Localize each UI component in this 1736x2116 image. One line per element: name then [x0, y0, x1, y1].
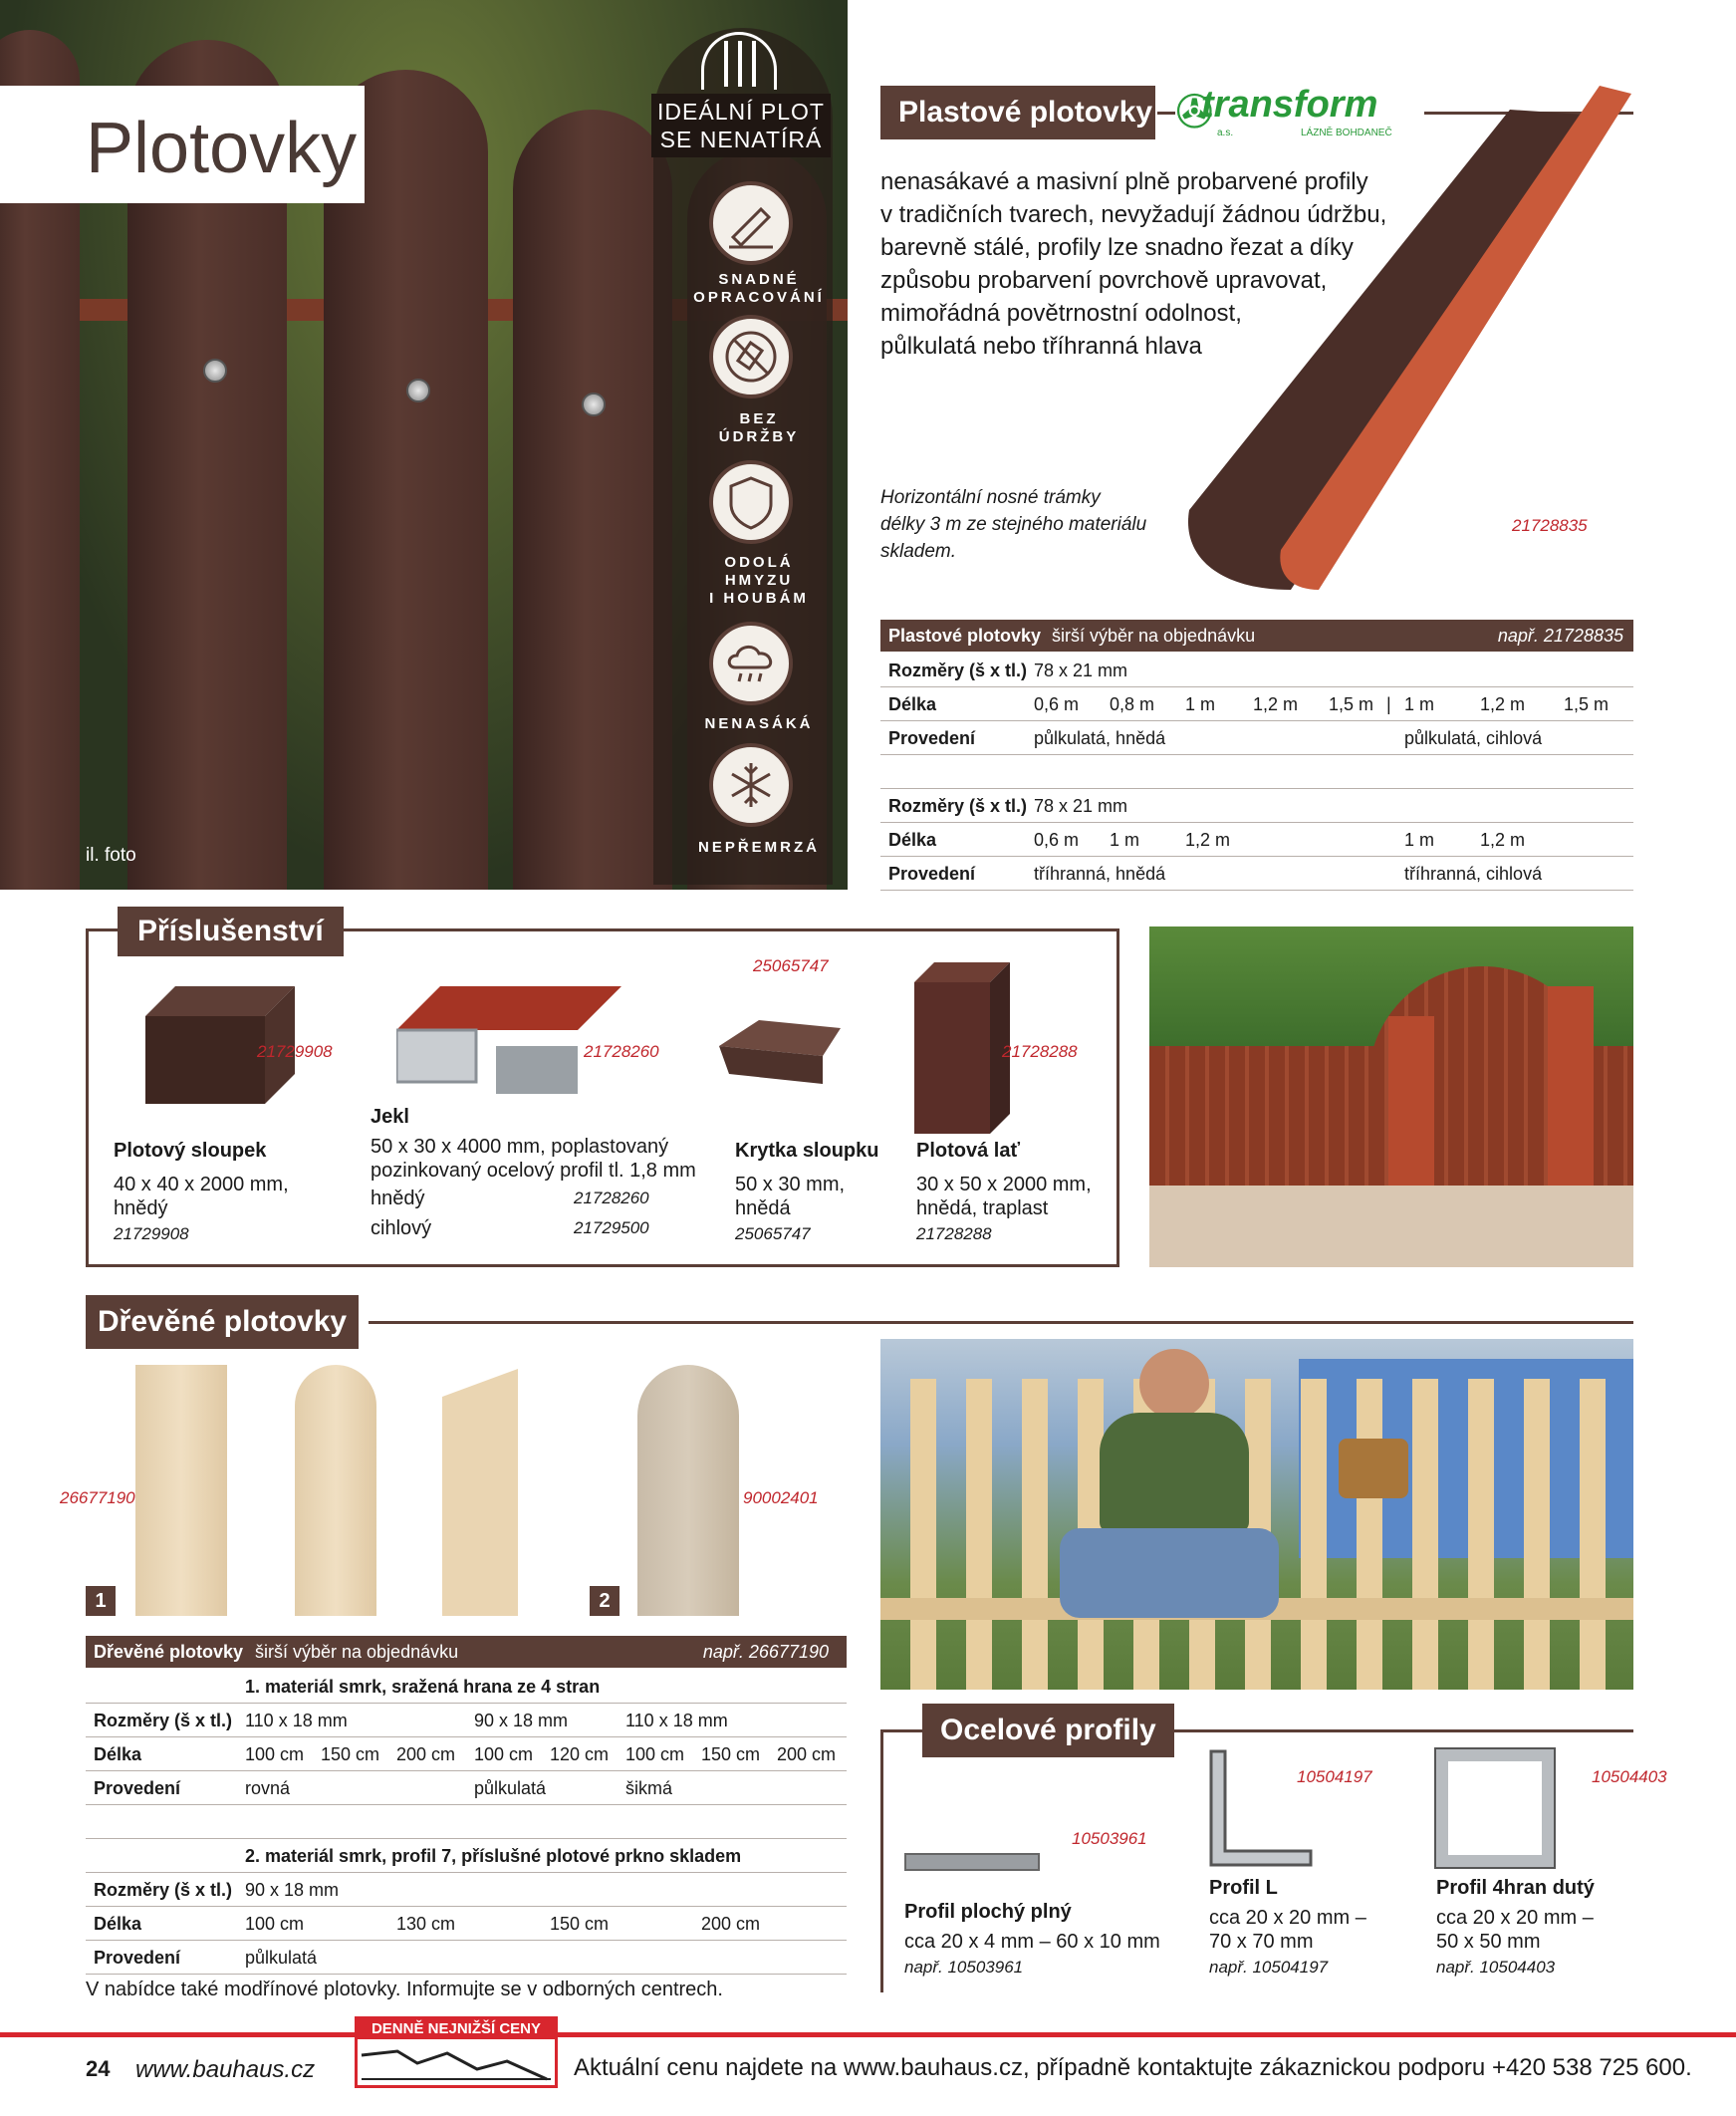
plastic-table-header: Plastové plotovky širší výběr na objednávku např. 21728835 — [880, 620, 1633, 652]
wood-row-heading-1: 1. materiál smrk, sražená hrana ze 4 stran — [86, 1670, 847, 1704]
plastic-note: Horizontální nosné trámky délky 3 m ze stejného materiálu skladem. — [880, 487, 1147, 562]
wood-section-title: Dřevěné plotovky — [86, 1295, 359, 1349]
garden-fence-photo — [1149, 926, 1633, 1267]
wood-table-header: Dřevěné plotovky širší výběr na objednávku např. 26677190 — [86, 1636, 847, 1668]
l-image-code: 10504197 — [1297, 1767, 1372, 1786]
no-brush-icon — [709, 315, 793, 398]
worker-fence-photo — [880, 1339, 1633, 1690]
feature-label: NEPŘEMRZÁ — [697, 839, 820, 856]
wood-badge-2: 2 — [590, 1586, 620, 1616]
l-profile-info: Profil L cca 20 x 20 mm – 70 x 70 mm např. 10504197 — [1209, 1877, 1366, 1977]
feature-label: NENASÁKÁ — [704, 715, 814, 732]
wood-title-rule — [369, 1321, 1633, 1324]
price-chart-icon — [358, 2039, 555, 2083]
slat-image — [914, 962, 1010, 1134]
square-image-code: 10504403 — [1592, 1767, 1667, 1786]
jekl-info: Jekl 50 x 30 x 4000 mm, poplastovaný pozinkovaný ocelový profil tl. 1,8 mm hnědý 21728260 cihlový 21729500 — [371, 1106, 696, 1239]
plastic-row-spacer — [880, 755, 1633, 789]
slat-image-code: 21728288 — [1002, 1042, 1078, 1061]
wood-board-round — [295, 1365, 376, 1616]
flat-image-code: 10503961 — [1072, 1829, 1147, 1848]
wood-image-code-1: 26677190 — [60, 1488, 135, 1507]
cap-info: Krytka sloupku 50 x 30 mm, hnědá 25065747 — [735, 1140, 879, 1243]
square-profile-image — [1436, 1749, 1554, 1867]
saw-icon — [709, 181, 793, 265]
wood-row-dims-2: Rozměry (š x tl.) 90 x 18 mm — [86, 1873, 847, 1907]
plastic-description: nenasákavé a masivní plně probarvené profily v tradičních tvarech, nevyžadují žádnou údržbu, barevně stálé, profily lze snadno řezat a díky způsobu probarvení povrchově upravovat, mimořádná povětrnostní odolnost, půlkulatá nebo tříhranná hlava — [880, 168, 1387, 360]
plastic-row-dims-2: Rozměry (š x tl.) 78 x 21 mm — [880, 789, 1633, 823]
price-notice: Aktuální cenu najdete na www.bauhaus.cz, případně kontaktujte zákaznickou podporu +420 538 725 600. — [574, 2054, 1692, 2081]
feature-headline: IDEÁLNÍ PLOT SE NENATÍRÁ — [651, 94, 831, 157]
page-title: Plotovky — [86, 109, 358, 188]
wood-row-finish-1: Provedení rovná půlkulatá šikmá — [86, 1771, 847, 1805]
wood-image-code-2: 90002401 — [743, 1488, 819, 1507]
jekl-image — [396, 986, 621, 1096]
slat-info: Plotová lať 30 x 50 x 2000 mm, hnědá, traplast 21728288 — [916, 1140, 1092, 1243]
wood-board-profile7 — [637, 1365, 739, 1616]
flat-profile-info: Profil plochý plný cca 20 x 4 mm – 60 x 10 mm např. 10503961 — [904, 1901, 1160, 1977]
brand-logo: ✇ transform a.s. LÁZNĚ BOHDANEČ — [1175, 84, 1424, 145]
steel-section-title: Ocelové profily — [922, 1704, 1174, 1757]
lowest-price-badge: DENNĚ NEJNIŽŠÍ CENY — [355, 2016, 558, 2088]
flat-profile-image — [904, 1853, 1040, 1871]
wood-row-length-2: Délka 100 cm 130 cm 150 cm 200 cm — [86, 1907, 847, 1941]
wood-board-slanted — [442, 1369, 518, 1616]
plastic-row-finish-2: Provedení tříhranná, hnědá tříhranná, cihlová — [880, 857, 1633, 891]
plastic-row-length-2: Délka 0,6 m 1 m 1,2 m 1 m 1,2 m — [880, 823, 1633, 857]
plastic-row-finish: Provedení půlkulatá, hnědá půlkulatá, cihlová — [880, 721, 1633, 755]
jekl-image-code: 21728260 — [584, 1042, 659, 1061]
feature-label: SNADNÉ OPRACOVÁNÍ — [693, 271, 825, 306]
page-number: 24 — [86, 2056, 111, 2081]
wood-badge-1: 1 — [86, 1586, 116, 1616]
plastic-image-code: 21728835 — [1512, 516, 1588, 535]
post-image-code: 21729908 — [257, 1042, 333, 1061]
wood-row-spacer — [86, 1805, 847, 1839]
square-profile-info: Profil 4hran dutý cca 20 x 20 mm – 50 x 50 mm např. 10504403 — [1436, 1877, 1595, 1977]
wood-board-straight — [135, 1365, 227, 1616]
feature-label: BEZ ÚDRŽBY — [718, 410, 800, 445]
cap-image-code: 25065747 — [753, 956, 829, 975]
plastic-section-title: Plastové plotovky — [880, 86, 1155, 139]
plastic-row-dims: Rozměry (š x tl.) 78 x 21 mm — [880, 654, 1633, 687]
shield-icon — [709, 460, 793, 544]
footer-red-rule — [0, 2032, 1736, 2037]
wood-row-heading-2: 2. materiál smrk, profil 7, příslušné plotové prkno skladem — [86, 1839, 847, 1873]
wood-row-length-1: Délka 100 cm 150 cm 200 cm 100 cm 120 cm 100 cm 150 cm 200 cm — [86, 1737, 847, 1771]
plastic-row-length: Délka 0,6 m 0,8 m 1 m 1,2 m 1,5 m | 1 m 1,2 m 1,5 m — [880, 687, 1633, 721]
snowflake-icon — [709, 743, 793, 827]
website-link[interactable]: www.bauhaus.cz — [135, 2056, 316, 2083]
wood-row-dims-1: Rozměry (š x tl.) 110 x 18 mm 90 x 18 mm 110 x 18 mm — [86, 1704, 847, 1737]
cap-image — [719, 1016, 843, 1094]
post-info: Plotový sloupek 40 x 40 x 2000 mm, hnědý 21729908 — [114, 1140, 289, 1243]
recycle-icon: ✇ — [1175, 86, 1214, 137]
feature-label: ODOLÁ HMYZU I HOUBÁM — [709, 554, 809, 607]
wood-row-finish-2: Provedení půlkulatá — [86, 1941, 847, 1975]
rain-cloud-icon — [709, 622, 793, 705]
wood-footnote: V nabídce také modřínové plotovky. Informujte se v odborných centrech. — [86, 1979, 723, 2000]
photo-note: il. foto — [86, 845, 136, 866]
accessories-title: Příslušenství — [118, 907, 344, 956]
